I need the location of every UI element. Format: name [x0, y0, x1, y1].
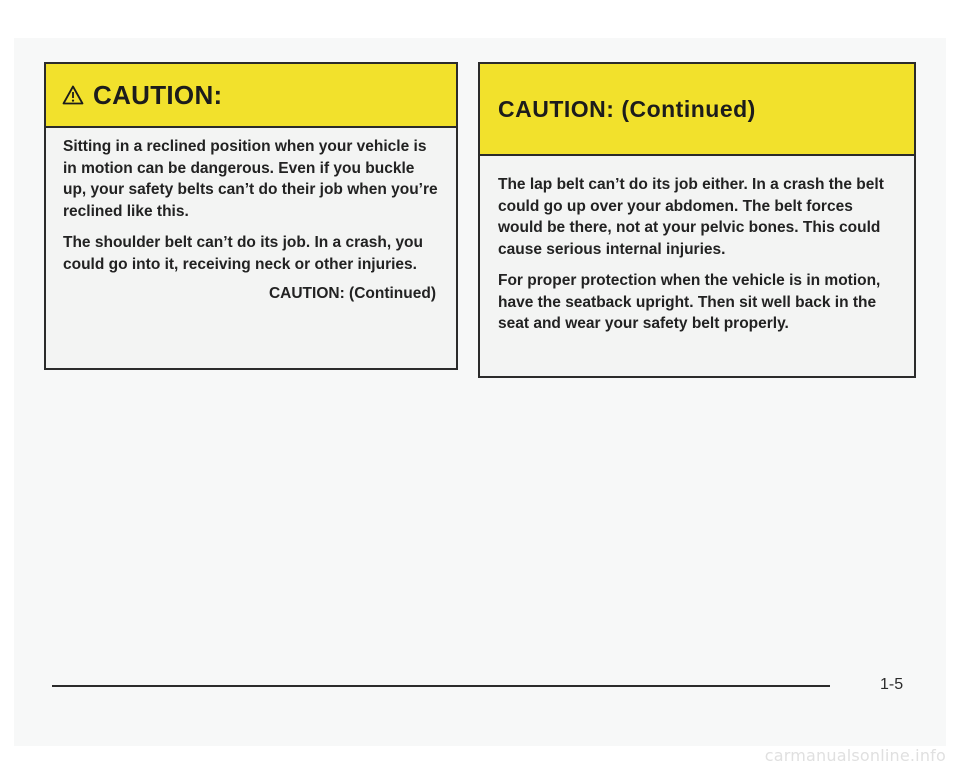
caution-box-left: [44, 62, 458, 370]
caution-paragraph: The shoulder belt can’t do its job. In a crash, you could go into it, receiving neck or other injuries.: [63, 234, 423, 273]
caution-header-right: [480, 64, 914, 156]
caution-paragraph: The lap belt can’t do its job either. In a crash the belt could go up over your abdomen. The belt forces would be there, not at your pelvic bones. This could cause serious internal injuries.: [498, 176, 884, 258]
page-number: 1-5: [880, 676, 904, 693]
caution-continued-label: CAUTION: (Continued): [268, 285, 436, 302]
caution-paragraph: For proper protection when the vehicle is in motion, have the seatback upright. Then sit well back in the seat and wear your safety belt properly.: [498, 272, 881, 332]
caution-continued-title: CAUTION: (Continued): [498, 95, 756, 122]
caution-body-right: [480, 156, 914, 335]
watermark: carmanualsonline.info: [764, 746, 946, 765]
caution-body-left: [46, 128, 456, 303]
caution-paragraph: Sitting in a reclined position when your vehicle is in motion can be dangerous. Even if you buckle up, your safety belts can’t do their job when you’re reclined like this.: [63, 138, 438, 220]
caution-title: CAUTION:: [93, 79, 223, 110]
caution-box-right: [478, 62, 916, 378]
warning-triangle-icon: [62, 85, 84, 105]
footer-rule: [52, 685, 830, 687]
caution-header-left: [46, 64, 456, 128]
